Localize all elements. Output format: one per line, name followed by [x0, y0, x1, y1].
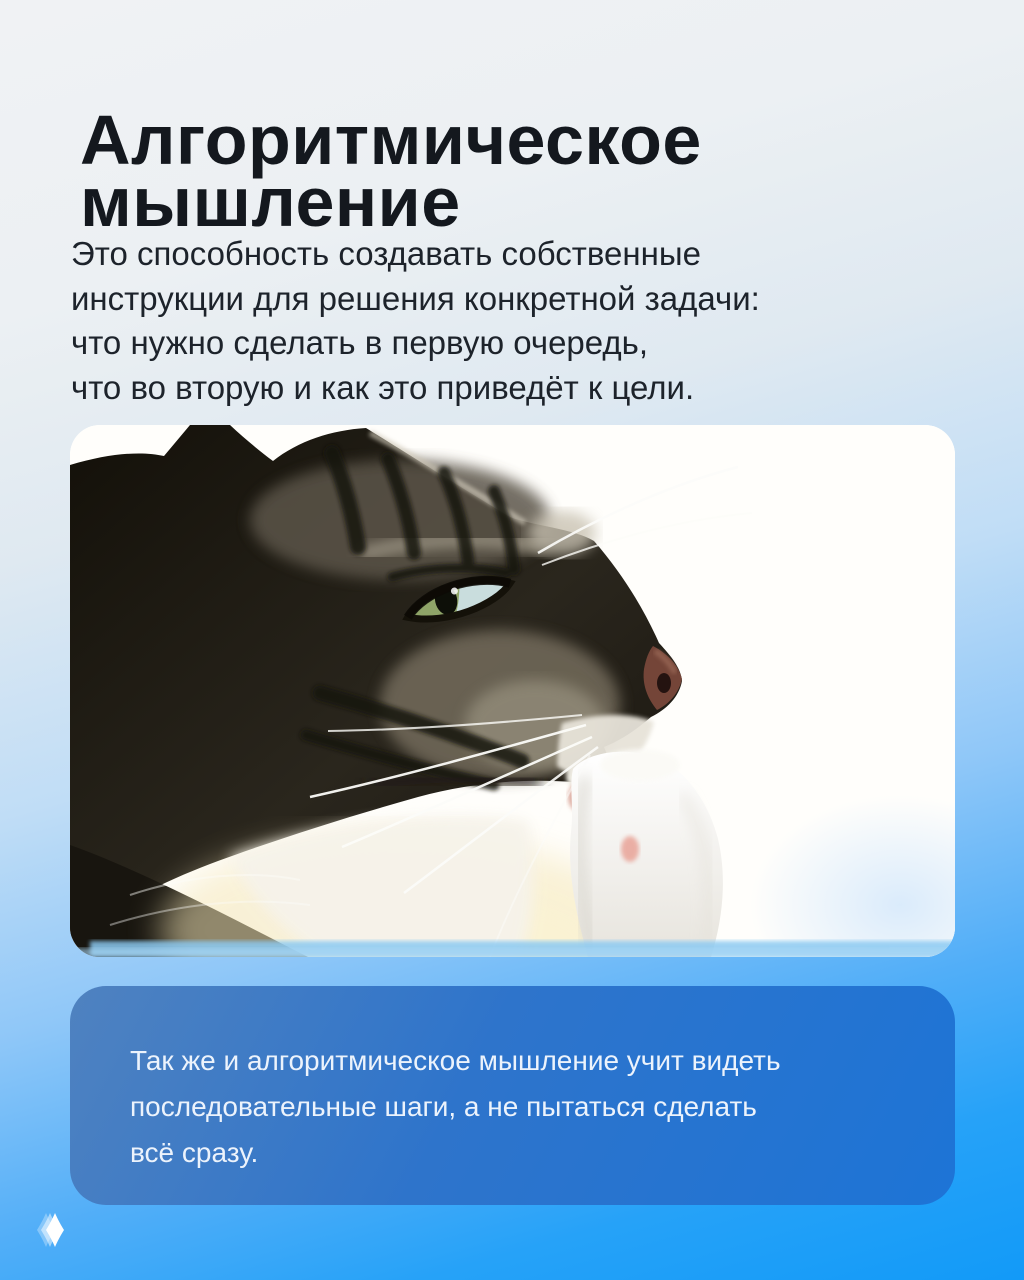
page-title — [80, 100, 702, 241]
callout-line: всё сразу. — [130, 1137, 259, 1168]
brand-logo — [32, 1212, 66, 1248]
cat-photo — [70, 425, 955, 957]
callout-line: Так же и алгоритмическое мышление учит видеть — [130, 1045, 781, 1076]
callout-text — [70, 986, 955, 1176]
cat-illustration — [70, 425, 955, 957]
intro-line: инструкции для решения конкретной задачи: — [71, 279, 760, 317]
intro-line: что нужно сделать в первую очередь, — [71, 324, 649, 361]
callout-card — [70, 986, 955, 1205]
page-title-line-2: мышление — [80, 162, 461, 241]
callout-line: последовательные шаги, а не пытаться сделать — [130, 1091, 757, 1122]
intro-line: Это способность создавать собственные — [71, 235, 701, 272]
intro-text — [71, 232, 951, 410]
intro-line: что во вторую и как это приведёт к цели. — [71, 368, 695, 406]
page-title-line-1: Алгоритмическое — [80, 100, 702, 179]
layered-diamond-logo-icon — [32, 1212, 66, 1248]
